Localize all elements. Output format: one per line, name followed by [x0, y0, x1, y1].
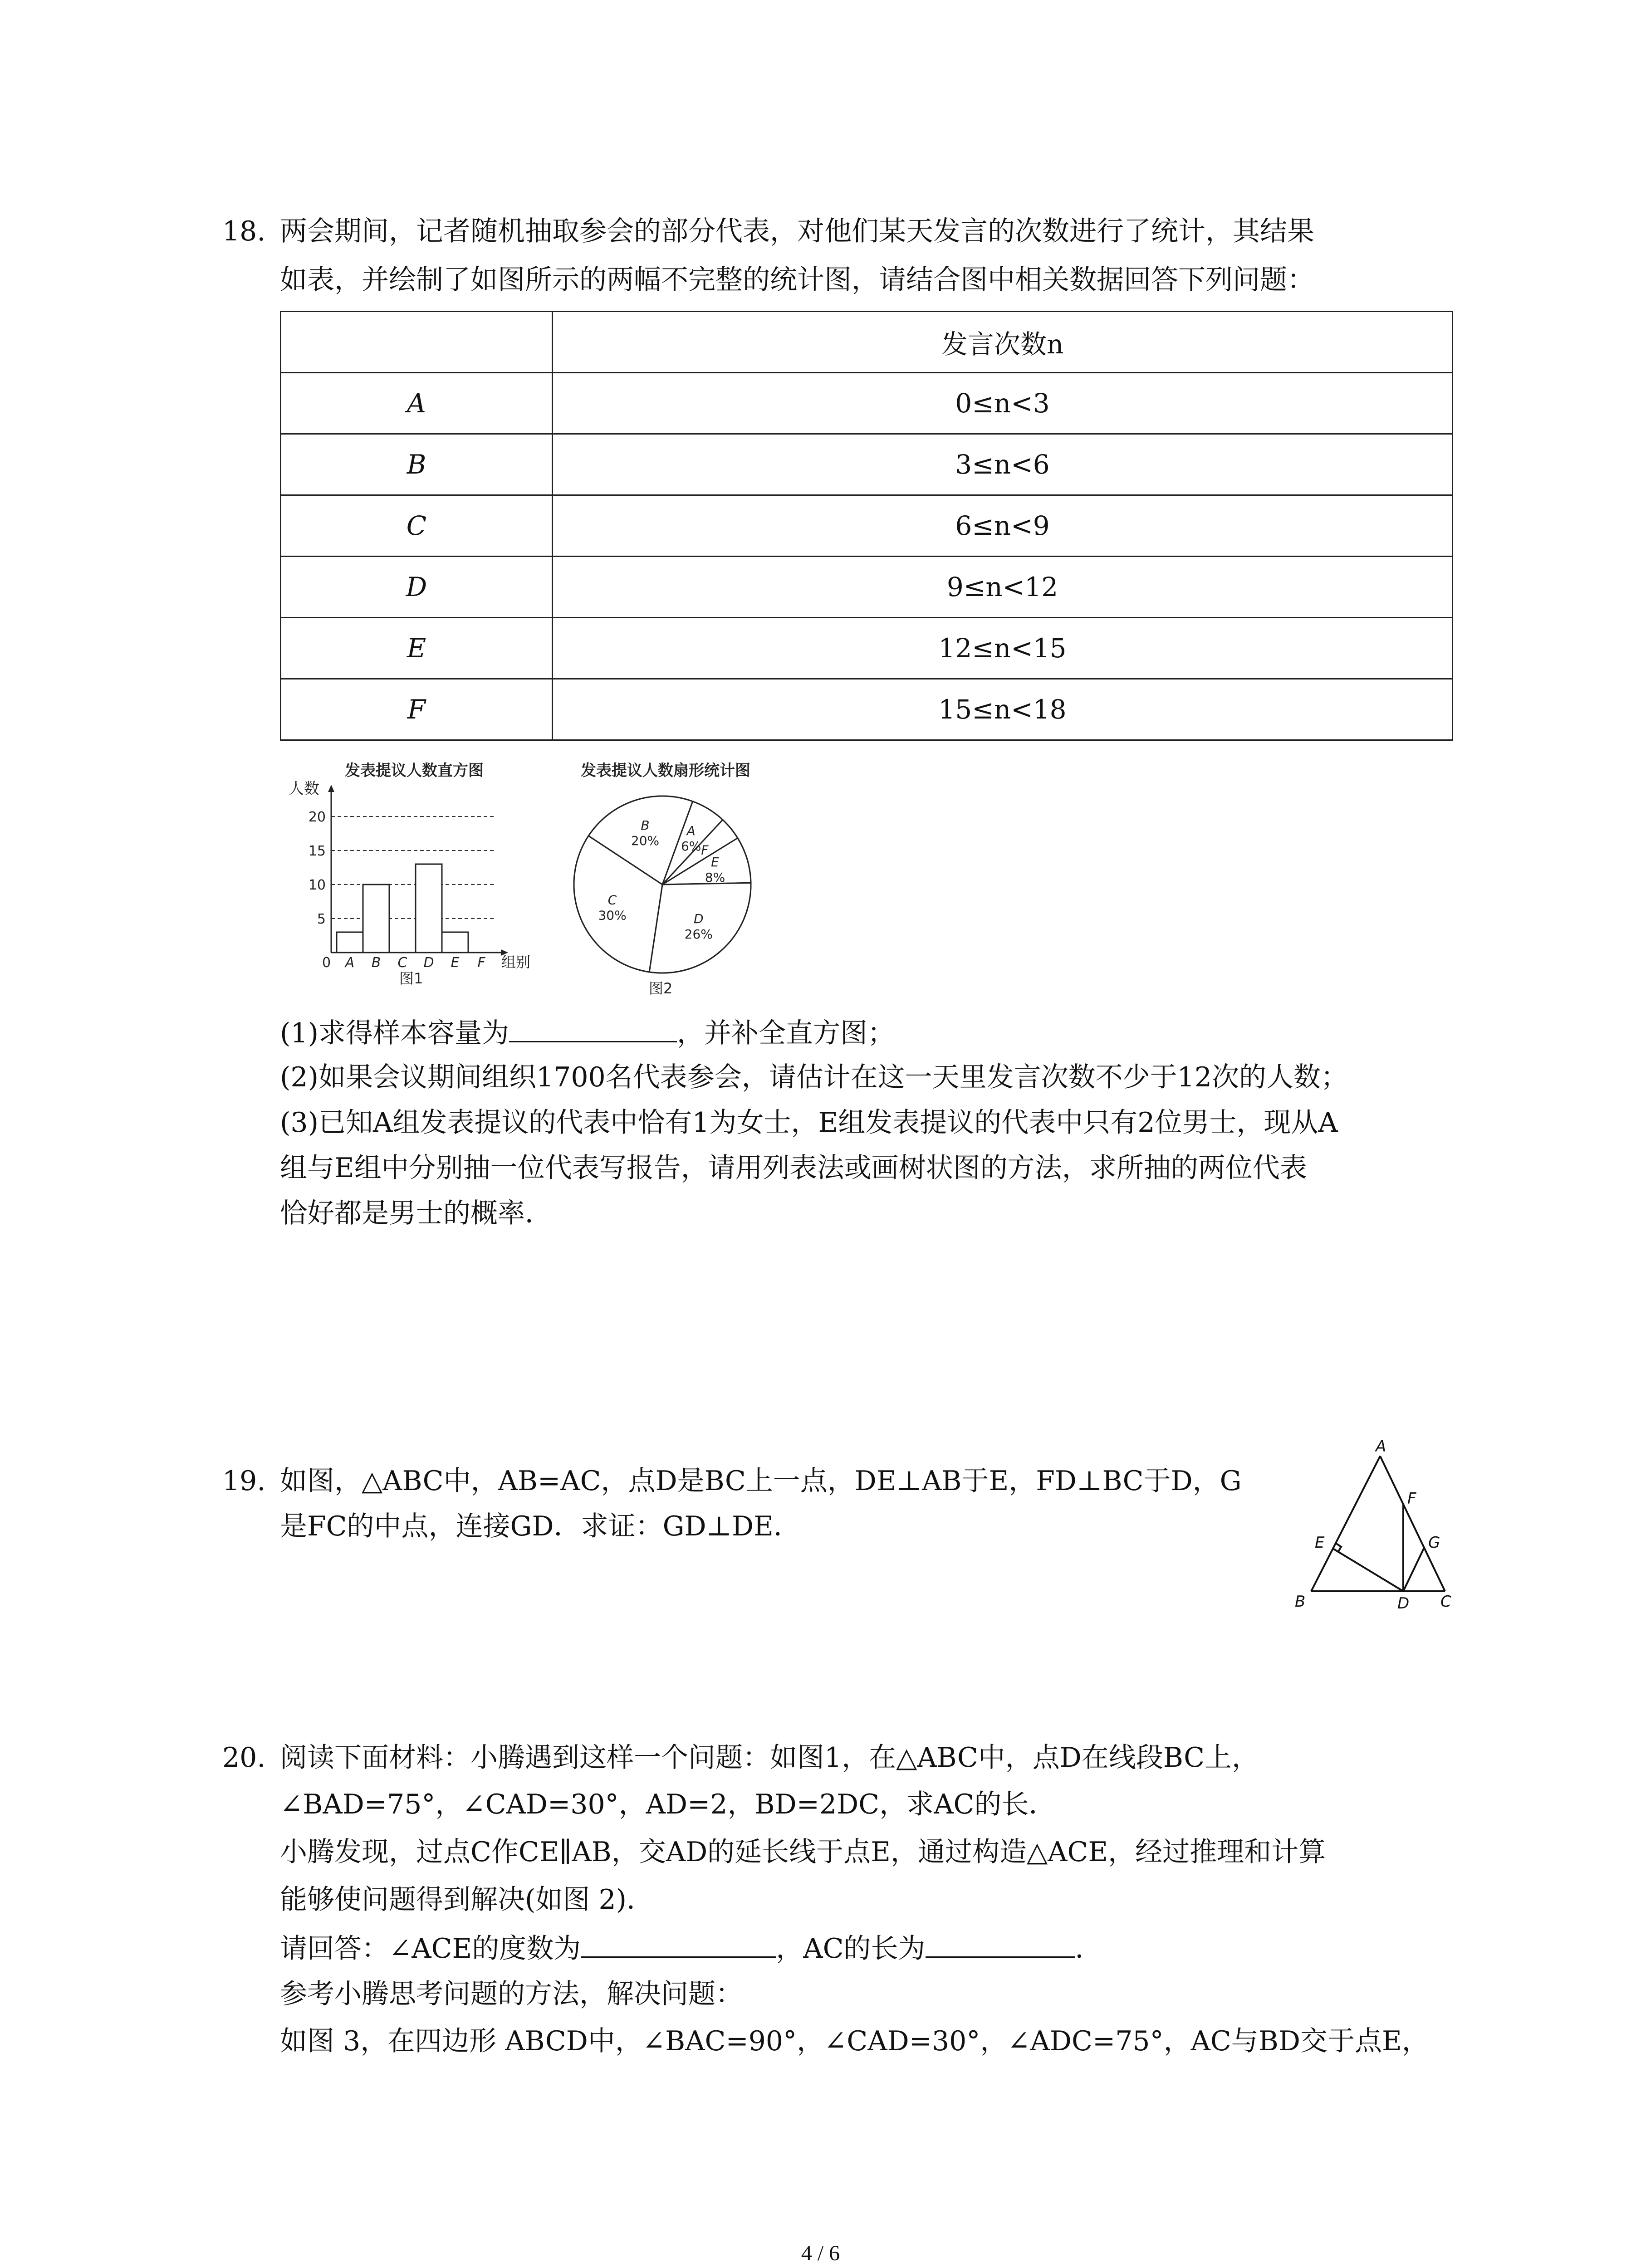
q20-line5 [280, 1929, 1102, 1967]
triangle-figure [1284, 1438, 1465, 1619]
q19-line2: 是FC的中点，连接GD．求证：GD⊥DE． [280, 1510, 801, 1542]
q18-part1 [280, 1014, 895, 1051]
answer-blank[interactable] [509, 1014, 677, 1042]
q18-part1-text-b: ，并补全直方图； [677, 1017, 895, 1049]
histogram-bar [416, 864, 442, 953]
table-group-cell: A [281, 373, 553, 434]
table-range-cell: 6≤n<9 [553, 495, 1453, 557]
y-tick-label: 10 [308, 877, 326, 893]
table-group-cell: B [281, 434, 553, 495]
table-group-cell: D [281, 557, 553, 618]
x-tick-label: A [345, 955, 355, 971]
answer-blank-length[interactable] [926, 1929, 1075, 1958]
vertex-label-c: C [1440, 1593, 1451, 1611]
q20-line5-text-b: ，AC的长为 [776, 1933, 926, 1965]
q20-line3: 小腾发现，过点C作CE∥AB，交AD的延长线于点E，通过构造△ACE，经过推理和计算 [280, 1836, 1326, 1868]
q20-line7: 如图 3，在四边形 ABCD中，∠BAC=90°，∠CAD=30°，∠ADC=75°，AC与BD交于点E， [280, 2025, 1429, 2057]
pie-title: 发表提议人数扇形统计图 [581, 762, 750, 780]
y-tick-label: 20 [308, 809, 326, 825]
y-tick-label: 5 [317, 911, 326, 927]
vertex-label-a: A [1376, 1438, 1386, 1456]
pie-slice-label: A [686, 823, 696, 838]
pie-percent-label: 6% [681, 838, 701, 854]
x-tick-label: F [477, 955, 485, 971]
histogram-title: 发表提议人数直方图 [345, 762, 484, 780]
q20-line2: ∠BAD=75°，∠CAD=30°，AD=2，BD=2DC，求AC的长． [280, 1789, 1056, 1820]
histogram-bar [363, 885, 389, 953]
frequency-table [280, 311, 1453, 741]
x-tick-label: D [423, 955, 434, 971]
q18-number: 18. [222, 215, 266, 247]
q20-line4: 能够使问题得到解决(如图 2)． [280, 1884, 654, 1916]
histogram-ylabel: 人数 [289, 780, 319, 798]
q18-stem-line2: 如表，并绘制了如图所示的两幅不完整的统计图，请结合图中相关数据回答下列问题： [280, 264, 1314, 296]
q20-line5-text-a: 请回答：∠ACE的度数为 [280, 1933, 581, 1965]
table-row [281, 557, 1453, 618]
pie-percent-label: 8% [705, 870, 725, 885]
q18-part3-line2: 组与E组中分别抽一位代表写报告，请用列表法或画树状图的方法，求所抽的两位代表 [280, 1152, 1307, 1184]
pie-percent-label: 30% [598, 908, 627, 923]
histogram-chart [272, 753, 563, 998]
vertex-label-e: E [1315, 1534, 1325, 1552]
table-row [281, 495, 1453, 557]
table-header-row [281, 312, 1453, 373]
vertex-label-b: B [1295, 1593, 1306, 1611]
vertex-label-f: F [1407, 1490, 1416, 1508]
q18-part2: (2)如果会议期间组织1700名代表参会，请估计在这一天里发言次数不少于12次的人数； [280, 1061, 1348, 1093]
table-range-cell: 12≤n<15 [553, 618, 1453, 679]
x-tick-label: B [371, 955, 381, 971]
pie-percent-label: 20% [631, 833, 660, 849]
q20-number: 20. [222, 1742, 266, 1774]
pie-slice-label: D [693, 911, 704, 926]
page-number: 4 / 6 [801, 2241, 840, 2265]
q20-line5-text-c: ． [1075, 1933, 1102, 1965]
answer-blank-angle[interactable] [581, 1929, 776, 1958]
vertex-label-g: G [1428, 1534, 1440, 1552]
q19-number: 19. [222, 1465, 266, 1497]
pie-slice-label: C [607, 892, 617, 908]
x-tick-label: E [451, 955, 460, 971]
pie-caption: 图2 [649, 980, 673, 997]
pie-chart [567, 753, 821, 1007]
q19-line1: 如图，△ABC中，AB=AC，点D是BC上一点，DE⊥AB于E，FD⊥BC于D，G [280, 1465, 1242, 1497]
table-group-cell: E [281, 618, 553, 679]
table-group-cell: C [281, 495, 553, 557]
pie-slice-label: E [711, 854, 719, 870]
table-header-cell: 发言次数n [553, 312, 1453, 373]
table-range-cell: 9≤n<12 [553, 557, 1453, 618]
table-row [281, 618, 1453, 679]
y-axis-arrow [328, 785, 334, 792]
table-range-cell: 3≤n<6 [553, 434, 1453, 495]
table-group-cell: F [281, 679, 553, 740]
q18-part3-line1: (3)已知A组发表提议的代表中恰有1为女士，E组发表提议的代表中只有2位男士，现从A [280, 1107, 1338, 1139]
x-tick-label: C [397, 955, 407, 971]
table-row [281, 679, 1453, 740]
pie-slice-label: B [641, 818, 650, 833]
table-range-cell: 0≤n<3 [553, 373, 1453, 434]
pie-slice-label: F [701, 842, 709, 858]
histogram-bar [442, 932, 468, 953]
vertex-label-d: D [1397, 1594, 1410, 1613]
y-tick-label: 15 [308, 843, 326, 859]
histogram-xlabel: 组别 [501, 953, 531, 971]
q20-line6: 参考小腾思考问题的方法，解决问题： [280, 1978, 743, 2010]
table-range-cell: 15≤n<18 [553, 679, 1453, 740]
histogram-origin: 0 [322, 955, 331, 971]
histogram-caption: 图1 [399, 970, 423, 987]
table-header-empty [281, 312, 553, 373]
q20-line1: 阅读下面材料：小腾遇到这样一个问题：如图1，在△ABC中，点D在线段BC上， [280, 1742, 1259, 1774]
q18-stem-line1: 两会期间，记者随机抽取参会的部分代表，对他们某天发言的次数进行了统计，其结果 [280, 215, 1314, 247]
pie-percent-label: 26% [684, 926, 713, 942]
q18-part3-line3: 恰好都是男士的概率． [280, 1198, 552, 1229]
table-row [281, 434, 1453, 495]
q18-part1-text-a: (1)求得样本容量为 [280, 1017, 509, 1049]
table-row [281, 373, 1453, 434]
histogram-bar [337, 932, 363, 953]
